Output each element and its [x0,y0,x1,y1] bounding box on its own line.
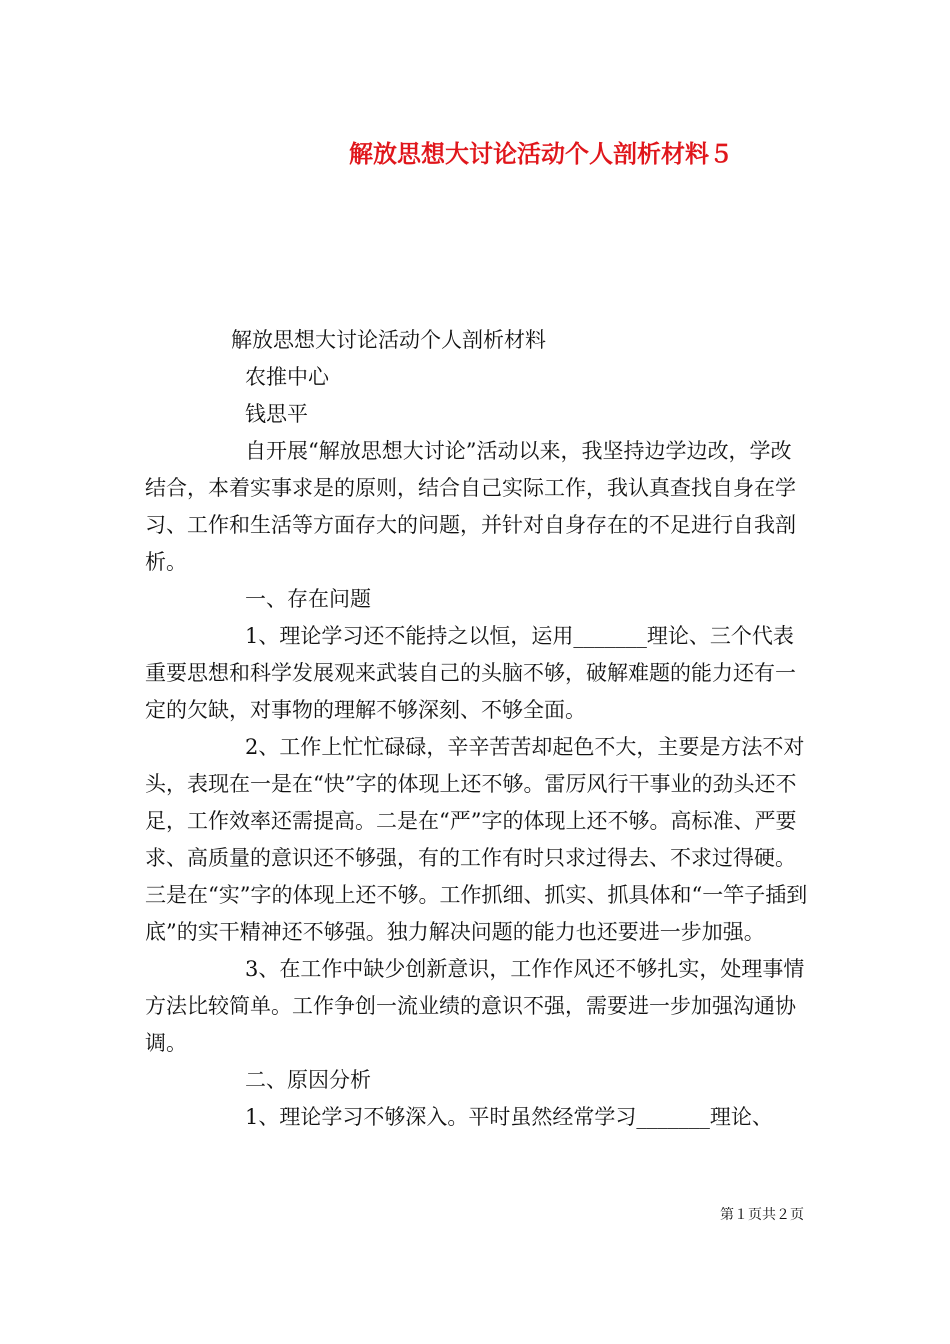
section-heading-causes: 二、原因分析 [245,1068,371,1092]
document-title: 解放思想大讨论活动个人剖析材料５ [349,139,733,168]
problem-item-2: 2、工作上忙忙碌碌，辛辛苦苦却起色不大，主要是方法不对头，表现在一是在“快”字的体现上还不够。雷厉风行干事业的劲头还不足，工作效率还需提高。二是在“严”字的体现上还不够。高标准、严要求、高质量的意识还不够强，有的工作有时只求过得去、不求过得硬。三是在“实”字的体现上还不够。工作抓细、抓实、抓具体和“一竿子插到底”的实干精神还不够强。独力解决问题的能力也还要进一步加强。 [145,735,808,944]
document-subtitle: 解放思想大讨论活动个人剖析材料 [231,328,546,352]
problem-item-1: 1、理论学习还不能持之以恒，运用_______理论、三个代表重要思想和科学发展观来武装自己的头脑不够，破解难题的能力还有一定的欠缺，对事物的理解不够深刻、不够全面。 [145,624,796,722]
document-body [145,322,810,1136]
cause-item-1: 1、理论学习不够深入。平时虽然经常学习_______理论、 [245,1105,773,1129]
problem-item-3: 3、在工作中缺少创新意识，工作作风还不够扎实，处理事情方法比较简单。工作争创一流业绩的意识不强，需要进一步加强沟通协调。 [145,957,805,1055]
page-number: 第１页共２页 [720,1207,804,1223]
author-line: 钱思平 [245,402,308,426]
department-line: 农推中心 [245,365,329,389]
intro-paragraph: 自开展“解放思想大讨论”活动以来，我坚持边学边改，学改结合，本着实事求是的原则，结合自己实际工作，我认真查找自身在学习、工作和生活等方面存大的问题，并针对自身存在的不足进行自我剖析。 [145,439,796,574]
section-heading-problems: 一、存在问题 [245,587,371,611]
